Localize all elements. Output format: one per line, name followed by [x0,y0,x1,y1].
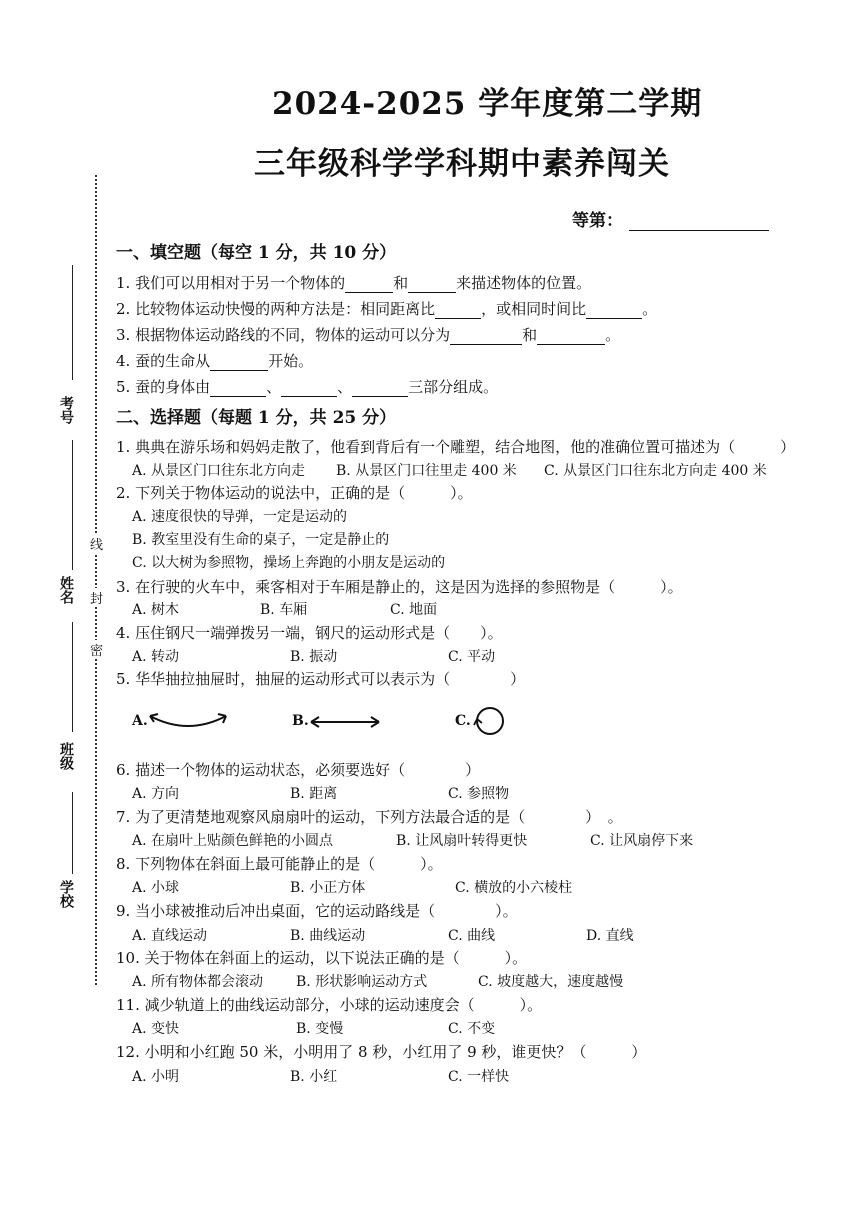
grade-blank[interactable] [629,212,769,231]
choice-q3-option-b[interactable]: B. 车厢 [260,602,308,618]
page-title-line2: 三年级科学学科期中素养闯关 [254,146,670,182]
choice-q3-stem: 3. 在行驶的火车中，乘客相对于车厢是静止的，这是因为选择的参照物是（ ）。 [116,578,683,596]
fill-q2-blank1[interactable] [435,303,481,319]
choice-q2-option-c[interactable]: C. 以大树为参照物，操场上奔跑的小朋友是运动的 [132,555,446,571]
fill-q4: 4. 蚕的生命从 开始。 [116,352,314,370]
fill-q5: 5. 蚕的身体由 、 、 三部分组成。 [116,378,499,396]
choice-q4-option-c[interactable]: C. 平动 [448,649,496,665]
choice-q6-stem: 6. 描述一个物体的运动状态，必须要选好（ ） [116,761,481,779]
seal-char-secret: 密 [90,640,103,659]
choice-q6-option-b[interactable]: B. 距离 [290,786,338,802]
school-label: 学校 [58,880,74,908]
fill-q3: 3. 根据物体运动路线的不同，物体的运动可以分为 和 。 [116,326,621,344]
choice-q5-option-c[interactable]: C. [455,713,471,729]
choice-q11-option-a[interactable]: A. 变快 [132,1021,180,1037]
choice-q10-option-b[interactable]: B. 形状影响运动方式 [296,974,428,990]
fill-q5-blank1[interactable] [210,381,266,397]
choice-q2-stem: 2. 下列关于物体运动的说法中，正确的是（ ）。 [116,484,473,502]
choice-q10-option-c[interactable]: C. 坡度越大，速度越慢 [478,974,624,990]
fill-q5-blank2[interactable] [281,381,337,397]
choice-q1-stem: 1. 典典在游乐场和妈妈走散了，他看到背后有一个雕塑，结合地图，他的准确位置可描述为（ ） [116,438,796,456]
grade-field[interactable] [572,206,769,231]
section2-heading: 二、选择题（每题 1 分，共 25 分） [116,408,397,428]
fill-q2-blank2[interactable] [586,303,642,319]
exam-no-line[interactable] [72,265,73,380]
seal-dotted-line [95,175,97,985]
choice-q5-option-b[interactable]: B. [292,713,309,729]
straight-double-arrow-icon [308,714,382,730]
choice-q11-option-c[interactable]: C. 不变 [448,1021,496,1037]
fill-q2: 2. 比较物体运动快慢的两种方法是：相同距离比 ，或相同时间比 。 [116,300,658,318]
choice-q10-option-a[interactable]: A. 所有物体都会滚动 [132,974,264,990]
choice-q2-option-a[interactable]: A. 速度很快的导弹，一定是运动的 [132,509,348,525]
choice-q7-option-a[interactable]: A. 在扇叶上贴颜色鲜艳的小圆点 [132,833,334,849]
fill-q5-blank3[interactable] [352,381,408,397]
choice-q7-option-b[interactable]: B. 让风扇叶转得更快 [396,833,528,849]
choice-q6-option-a[interactable]: A. 方向 [132,786,180,802]
exam-no-label: 考号 [58,396,74,424]
choice-q3-option-c[interactable]: C. 地面 [390,602,438,618]
choice-q12-stem: 12. 小明和小红跑 50 米，小明用了 8 秒，小红用了 9 秒，谁更快？（ ） [116,1043,647,1061]
choice-q1-option-b[interactable]: B. 从景区门口往里走 400 米 [336,463,517,479]
choice-q9-option-d[interactable]: D. 直线 [586,928,634,944]
choice-q8-stem: 8. 下列物体在斜面上最可能静止的是（ ）。 [116,855,443,873]
fill-q1-blank2[interactable] [408,277,456,293]
choice-q4-option-b[interactable]: B. 振动 [290,649,338,665]
choice-q8-option-b[interactable]: B. 小正方体 [290,880,366,896]
school-line[interactable] [72,792,73,874]
choice-q9-stem: 9. 当小球被推动后冲出桌面，它的运动路线是（ ）。 [116,902,518,920]
fill-q3-blank1[interactable] [450,329,522,345]
choice-q5-option-a[interactable]: A. [132,713,148,729]
choice-q9-option-b[interactable]: B. 曲线运动 [290,928,366,944]
section1-heading: 一、填空题（每空 1 分，共 10 分） [116,243,397,263]
page-title-line1: 2024-2025 学年度第二学期 [272,86,703,122]
choice-q11-stem: 11. 减少轨道上的曲线运动部分，小球的运动速度会（ ）。 [116,996,543,1014]
fill-q1-blank1[interactable] [345,277,393,293]
circular-arrow-icon [470,704,510,740]
choice-q5-stem: 5. 华华抽拉抽屉时，抽屉的运动形式可以表示为（ ） [116,670,526,688]
seal-char-line: 线 [90,534,103,553]
choice-q2-option-b[interactable]: B. 教室里没有生命的桌子，一定是静止的 [132,532,390,548]
choice-q10-stem: 10. 关于物体在斜面上的运动，以下说法正确的是（ ）。 [116,949,528,967]
fill-q4-blank[interactable] [210,355,268,371]
choice-q6-option-c[interactable]: C. 参照物 [448,786,510,802]
choice-q9-option-a[interactable]: A. 直线运动 [132,928,208,944]
fill-q3-blank2[interactable] [537,329,605,345]
grade-label: 等第： [572,211,623,231]
name-label: 姓名 [58,576,74,604]
choice-q4-stem: 4. 压住钢尺一端弹拨另一端，钢尺的运动形式是（ ）。 [116,624,503,642]
choice-q12-option-a[interactable]: A. 小明 [132,1069,180,1085]
name-line[interactable] [72,440,73,570]
class-line[interactable] [72,622,73,732]
choice-q12-option-b[interactable]: B. 小红 [290,1069,338,1085]
class-label: 班级 [58,742,74,770]
choice-q4-option-a[interactable]: A. 转动 [132,649,180,665]
choice-q1-option-a[interactable]: A. 从景区门口往东北方向走 [132,463,306,479]
choice-q8-option-c[interactable]: C. 横放的小六棱柱 [455,880,573,896]
choice-q12-option-c[interactable]: C. 一样快 [448,1069,510,1085]
choice-q7-option-c[interactable]: C. 让风扇停下来 [590,833,694,849]
choice-q8-option-a[interactable]: A. 小球 [132,880,180,896]
choice-q9-option-c[interactable]: C. 曲线 [448,928,496,944]
curved-arrow-icon [146,706,236,730]
fill-q1: 1. 我们可以用相对于另一个物体的 和 来描述物体的位置。 [116,274,592,292]
choice-q7-stem: 7. 为了更清楚地观察风扇扇叶的运动，下列方法最合适的是（ ） 。 [116,808,623,826]
choice-q3-option-a[interactable]: A. 树木 [132,602,180,618]
choice-q11-option-b[interactable]: B. 变慢 [296,1021,344,1037]
seal-char-seal: 封 [90,588,103,607]
choice-q1-option-c[interactable]: C. 从景区门口往东北方向走 400 米 [544,463,767,479]
